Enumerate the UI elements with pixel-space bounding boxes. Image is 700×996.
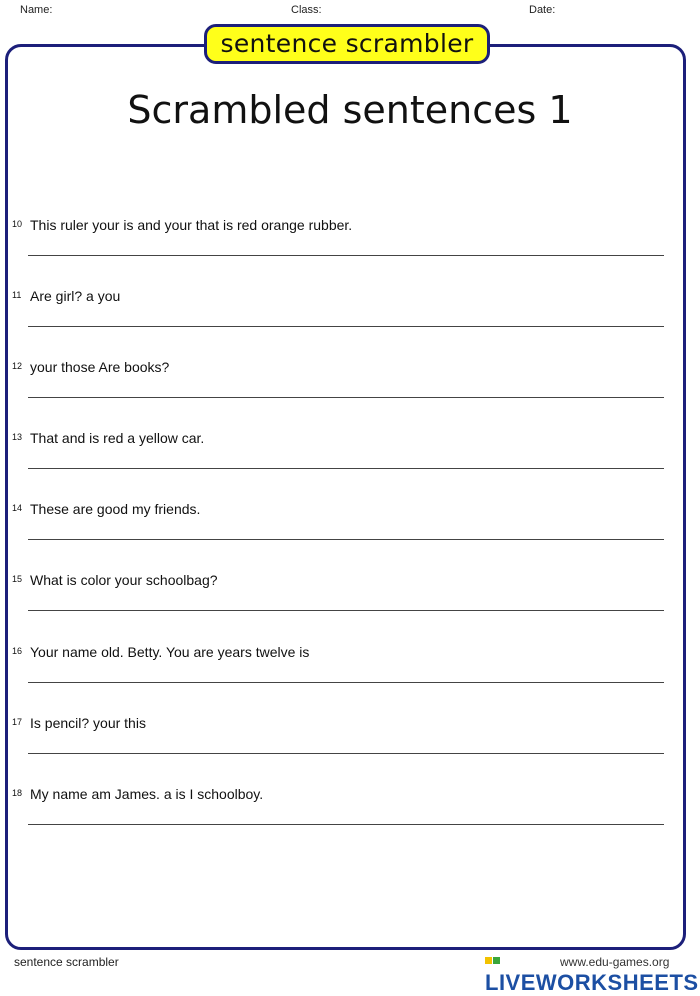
page-title: Scrambled sentences 1 (127, 88, 573, 132)
answer-line[interactable] (28, 824, 664, 825)
logo-squares-icon (485, 944, 501, 969)
scrambled-sentence: These are good my friends. (30, 501, 201, 517)
answer-line[interactable] (28, 255, 664, 256)
scrambled-sentence: Is pencil? your this (30, 715, 146, 731)
scrambled-sentence: Are girl? a you (30, 288, 121, 304)
footer-url: www.edu-games.org (560, 955, 670, 969)
worksheet-badge: sentence scrambler (204, 24, 490, 64)
name-label: Name: (20, 4, 53, 16)
scrambled-sentence: This ruler your is and your that is red orange rubber. (30, 217, 353, 233)
scrambled-sentence: your those Are books? (30, 359, 170, 375)
scrambled-sentence: That and is red a yellow car. (30, 430, 205, 446)
item-number: 17 (12, 717, 23, 727)
answer-line[interactable] (28, 682, 664, 683)
item-number: 11 (12, 290, 22, 300)
scrambled-sentence: What is color your schoolbag? (30, 572, 218, 588)
footer-label: sentence scrambler (14, 955, 119, 969)
scrambled-sentence: My name am James. a is I schoolboy. (30, 786, 264, 802)
item-number: 14 (12, 503, 23, 513)
item-number: 18 (12, 788, 23, 798)
item-number: 13 (12, 432, 23, 442)
class-label: Class: (291, 4, 322, 16)
answer-line[interactable] (28, 610, 664, 611)
liveworksheets-logo: LIVEWORKSHEETS (485, 944, 700, 996)
date-label: Date: (529, 4, 556, 16)
worksheet-frame (5, 44, 686, 950)
item-number: 16 (12, 646, 23, 656)
item-number: 15 (12, 574, 23, 584)
answer-line[interactable] (28, 539, 664, 540)
answer-line[interactable] (28, 468, 664, 469)
answer-line[interactable] (28, 753, 664, 754)
answer-line[interactable] (28, 326, 664, 327)
scrambled-sentence: Your name old. Betty. You are years twelve is (30, 644, 310, 660)
item-number: 12 (12, 361, 23, 371)
answer-line[interactable] (28, 397, 664, 398)
item-number: 10 (12, 219, 23, 229)
